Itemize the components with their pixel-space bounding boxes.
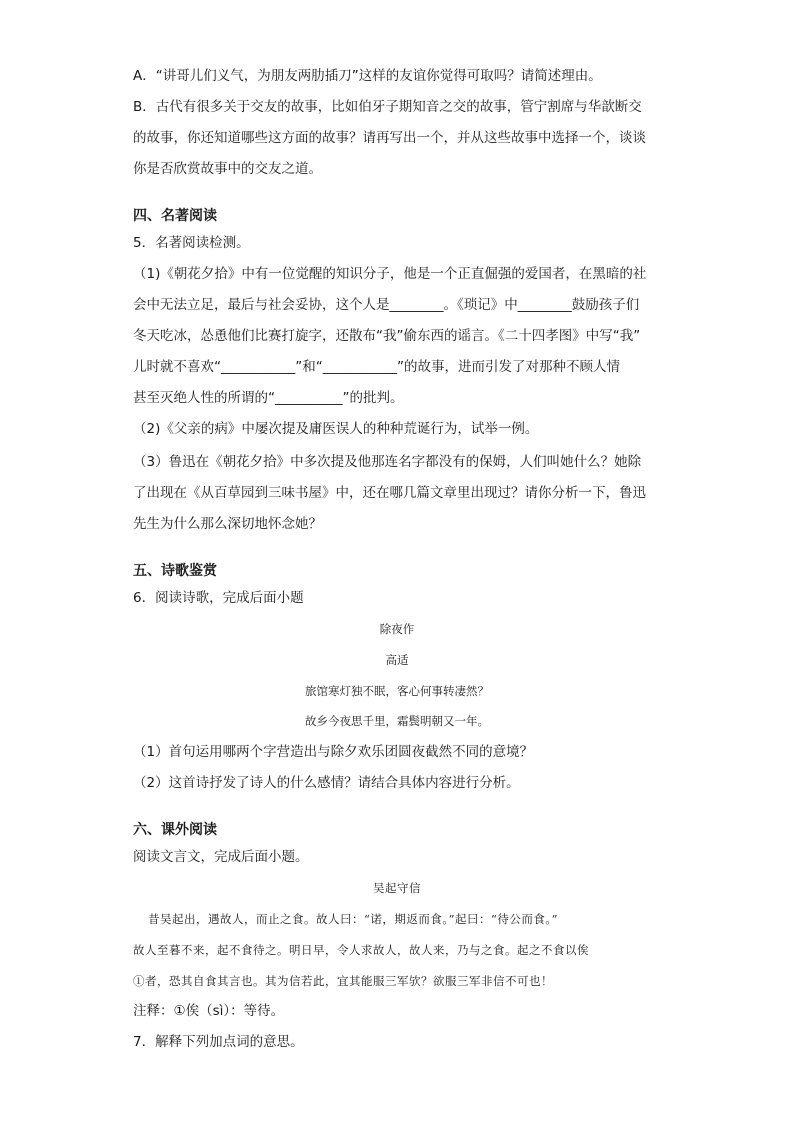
- section-heading-poetry: 五、诗歌鉴赏: [133, 563, 217, 579]
- question-option-b-line: B．古代有很多关于交友的故事，比如伯牙子期知音之交的故事，管宁割席与华歆断交: [133, 99, 642, 115]
- classical-text-line: 故人至暮不来，起不食待之。明日早，令人求故人，故人来，乃与之食。起之不食以俟: [133, 943, 589, 957]
- question-5-1-line: （1)《朝花夕拾》中有一位觉醒的知识分子，他是一个正直倔强的爱国者，在黑暗的社: [133, 266, 647, 282]
- question-5-3-line: 先生为什么那么深切地怀念她？: [133, 516, 322, 532]
- question-5-3-line: 了出现在《从百草园到三味书屋》中，还在哪几篇文章里出现过？请你分析一下，鲁迅: [133, 485, 646, 501]
- question-5-2-line: （2)《父亲的病》中屡次提及庸医误人的种种荒诞行为，试举一例。: [133, 421, 539, 437]
- question-6-title: 6．阅读诗歌，完成后面小题: [133, 590, 304, 606]
- section-heading-classics: 四、名著阅读: [133, 208, 217, 224]
- reading-intro: 阅读文言文，完成后面小题。: [133, 849, 309, 865]
- annotation-note: 注释：①俟（sì）：等待。: [133, 1003, 285, 1019]
- classical-text-title: 吴起守信: [373, 881, 421, 895]
- poem-author: 高适: [385, 653, 409, 667]
- question-6-2: （2）这首诗抒发了诗人的什么感情？请结合具体内容进行分析。: [133, 775, 520, 791]
- poem-title: 除夜作: [379, 622, 415, 636]
- question-5-1-line: 儿时就不喜欢“___________”和“___________”的故事，进而引发了对那种不顾人情: [133, 359, 620, 375]
- question-option-b-line: 的故事，你还知道哪些这方面的故事？请再写出一个，并从这些故事中选择一个，谈谈: [133, 130, 646, 146]
- question-5-title: 5．名著阅读检测。: [133, 235, 250, 251]
- classical-text-line: 昔吴起出，遇故人，而止之食。故人曰：“诺，期返而食。”起曰：“待公而食。”: [148, 912, 559, 926]
- question-7-title: 7．解释下列加点词的意思。: [133, 1034, 304, 1050]
- poem-line: 故乡今夜思千里，霜鬓明朝又一年。: [305, 714, 489, 728]
- question-5-1-line: 甚至灭绝人性的所谓的“__________”的批判。: [133, 390, 404, 406]
- question-option-a: A．“讲哥儿们义气，为朋友两肋插刀”这样的友谊你觉得可取吗？请简述理由。: [133, 68, 602, 84]
- poem-line: 旅馆寒灯独不眠，客心何事转凄然？: [305, 684, 489, 698]
- question-5-1-line: 会中无法立足，最后与社会妥协，这个人是________。《琐记》中________鼓励孩子们: [133, 297, 640, 313]
- section-heading-reading: 六、课外阅读: [133, 822, 217, 838]
- question-5-1-line: 冬天吃冰，怂恿他们比赛打旋字，还散布“我”偷东西的谣言。《二十四孝图》中写“我”: [133, 328, 641, 344]
- question-5-3-line: （3）鲁迅在《朝花夕拾》中多次提及他那连名字都没有的保姆，人们叫她什么？她除: [133, 454, 642, 470]
- question-6-1: （1）首句运用哪两个字营造出与除夕欢乐团圆夜截然不同的意境？: [133, 744, 534, 760]
- classical-text-line: ①者，恐其自食其言也。其为信若此，宜其能服三军欤？欲服三军非信不可也！: [133, 974, 553, 988]
- question-option-b-line: 你是否欣赏故事中的交友之道。: [133, 161, 322, 177]
